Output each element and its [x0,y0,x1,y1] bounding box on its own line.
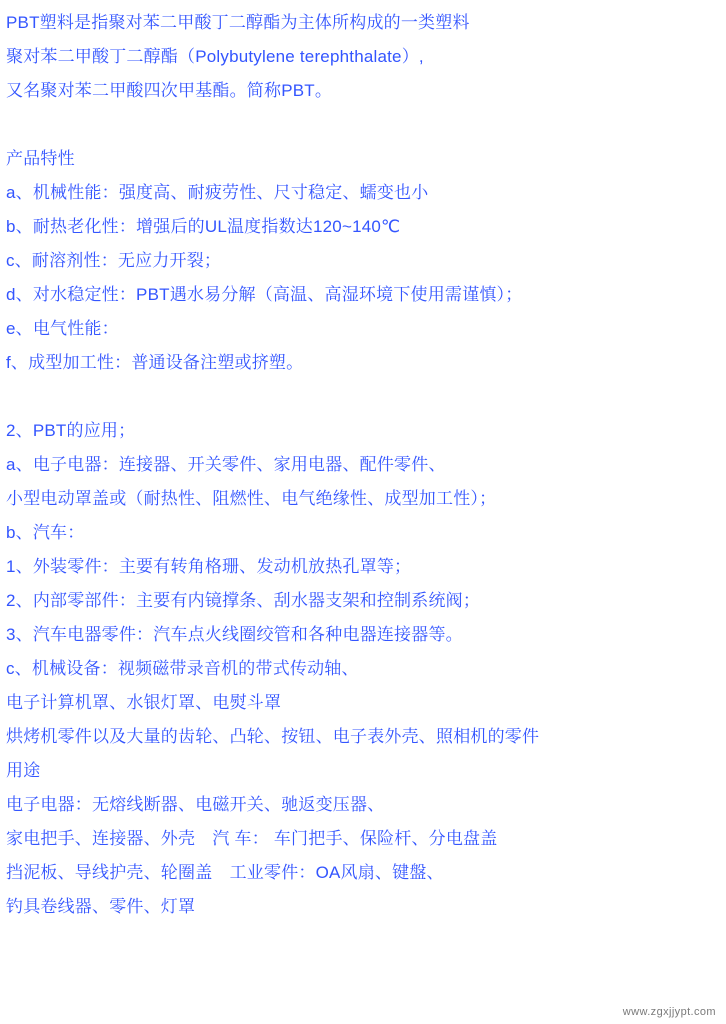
text-line: e、电气性能： [6,319,119,338]
text-line: 电子计算机罩、水银灯罩、电熨斗罩 [6,693,282,712]
section-heading-features: 产品特性 [6,149,75,168]
text-line: 挡泥板、导线护壳、轮圈盖 工业零件：OA风扇、键盤、 [6,863,444,882]
block-features [6,142,718,380]
text-line: 又名聚对苯二甲酸四次甲基酯。简称PBT。 [6,81,333,100]
text-line: PBT塑料是指聚对苯二甲酸丁二醇酯为主体所构成的一类塑料 [6,13,470,32]
text-line: 用途 [6,761,41,780]
block-applications [6,414,718,924]
text-line: 3、汽车电器零件：汽车点火线圈绞管和各种电器连接器等。 [6,625,463,644]
text-line: 烘烤机零件以及大量的齿轮、凸轮、按钮、电子表外壳、照相机的零件 [6,727,540,746]
text-line: 电子电器：无熔线断器、电磁开关、驰返变压器、 [6,795,385,814]
section-heading-applications: 2、PBT的应用； [6,421,136,440]
paragraph-gap [6,380,718,414]
text-line: 家电把手、连接器、外壳 汽 车： 车门把手、保险杆、分电盘盖 [6,829,498,848]
block-intro [6,6,718,108]
text-line: 钓具卷线器、零件、灯罩 [6,897,196,916]
text-line: 1、外装零件：主要有转角格珊、发动机放热孔罩等； [6,557,412,576]
watermark: www.zgxjjypt.com [622,1006,716,1018]
paragraph-gap [6,108,718,142]
text-line: a、机械性能：强度高、耐疲劳性、尺寸稳定、蠕变也小 [6,183,429,202]
text-line: c、耐溶剂性：无应力开裂； [6,251,222,270]
text-line: c、机械设备：视频磁带录音机的带式传动轴、 [6,659,359,678]
text-line: a、电子电器：连接器、开关零件、家用电器、配件零件、 [6,455,446,474]
text-line: 聚对苯二甲酸丁二醇酯（Polybutylene terephthalate）, [6,47,424,66]
text-line: 小型电动罩盖或（耐热性、阻燃性、电气绝缘性、成型加工性）； [6,489,497,508]
text-line: b、汽车： [6,523,85,542]
text-line: d、对水稳定性：PBT遇水易分解（高温、高湿环境下使用需谨慎）； [6,285,523,304]
text-line: 2、内部零部件：主要有内镜撑条、刮水器支架和控制系统阀； [6,591,481,610]
text-line: f、成型加工性：普通设备注塑或挤塑。 [6,353,304,372]
text-line: b、耐热老化性：增强后的UL温度指数达120~140℃ [6,217,401,236]
